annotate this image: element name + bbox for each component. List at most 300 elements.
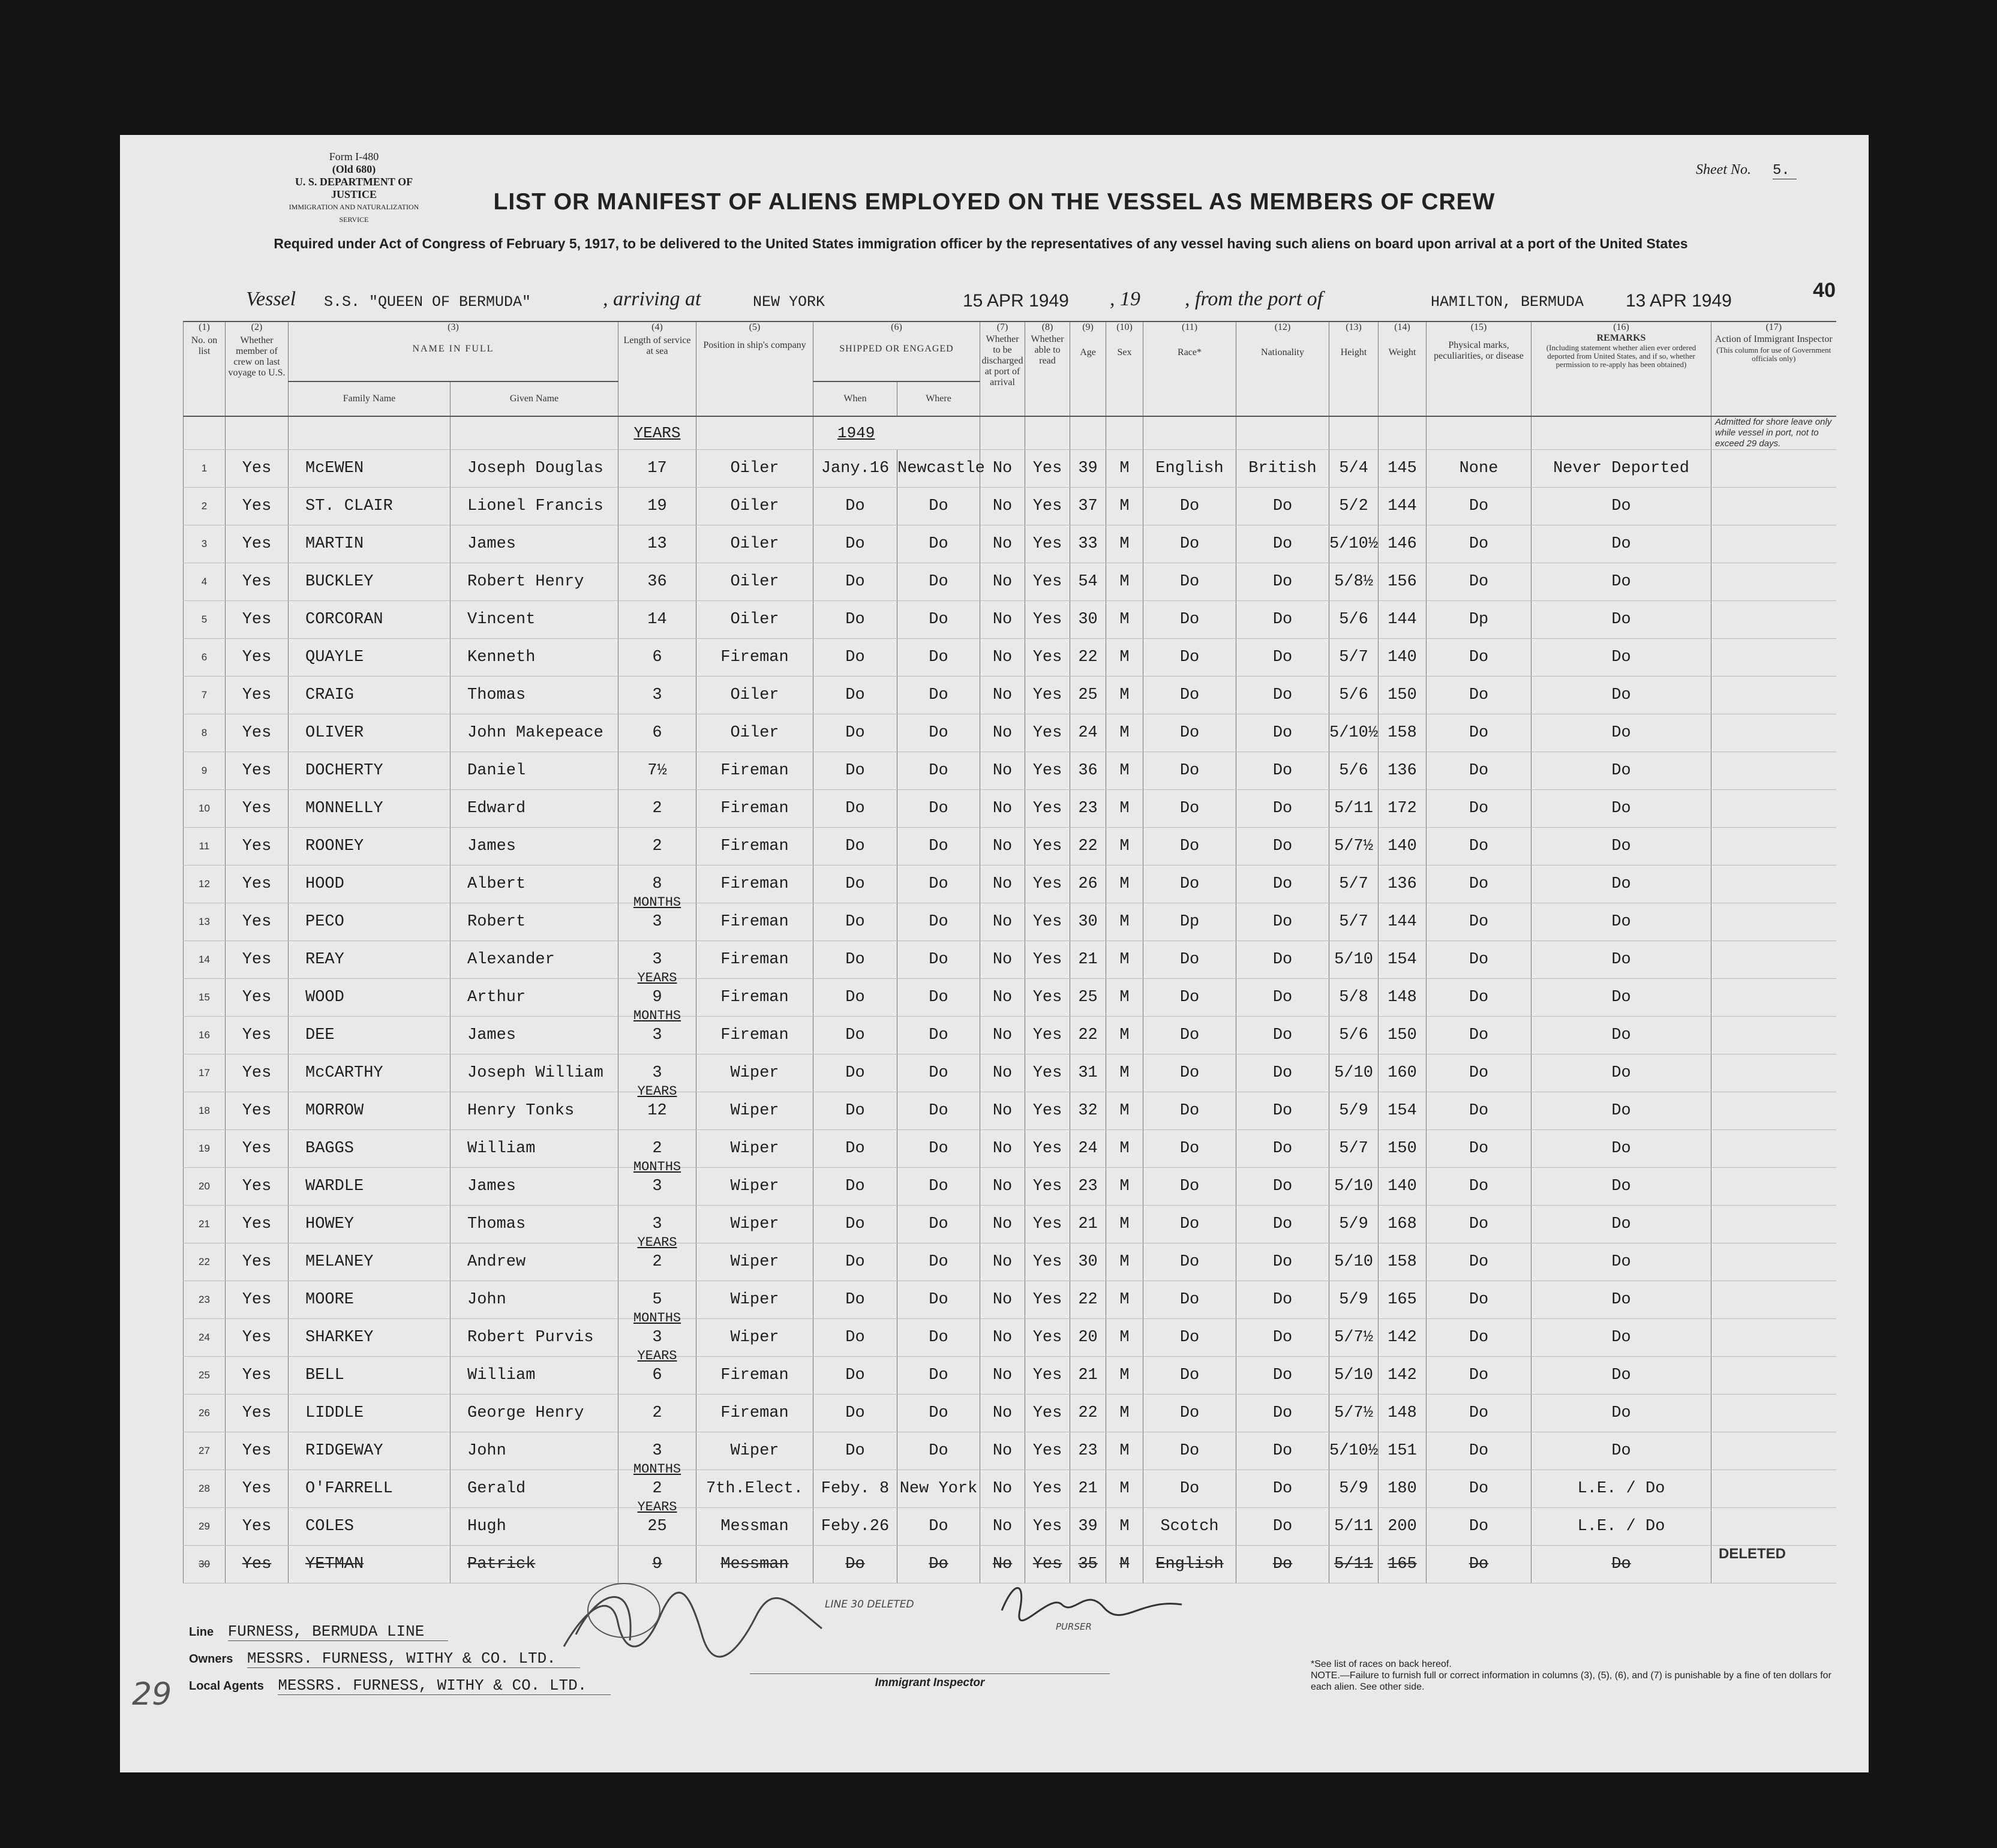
weight: 144 <box>1379 601 1427 639</box>
given-name: James <box>451 525 618 563</box>
nationality: Do <box>1236 714 1329 752</box>
physical-marks: Do <box>1427 1092 1531 1130</box>
nationality: Do <box>1236 790 1329 828</box>
position: Messman <box>696 1508 813 1546</box>
nationality: Do <box>1236 828 1329 866</box>
height: 5/10½ <box>1329 714 1379 752</box>
service-value: 19 <box>647 497 667 515</box>
sex: M <box>1106 1054 1143 1092</box>
physical-marks: Do <box>1427 1319 1531 1357</box>
header-col6: (6) SHIPPED OR ENGAGED <box>813 321 980 381</box>
sex: M <box>1106 1546 1143 1583</box>
remarks: Do <box>1531 639 1711 677</box>
weight: 156 <box>1379 563 1427 601</box>
race: Do <box>1143 1168 1236 1206</box>
previous-voyage: Yes <box>226 1168 289 1206</box>
race: Do <box>1143 1395 1236 1432</box>
nationality: Do <box>1236 525 1329 563</box>
footer-notes <box>1311 1658 1851 1693</box>
shipped-when: Do <box>813 866 897 903</box>
shipped-when: Feby. 8 <box>813 1470 897 1508</box>
race: Do <box>1143 1017 1236 1054</box>
weight: 136 <box>1379 866 1427 903</box>
weight: 158 <box>1379 714 1427 752</box>
height: 5/7½ <box>1329 828 1379 866</box>
shipped-when: Do <box>813 563 897 601</box>
weight: 168 <box>1379 1206 1427 1243</box>
discharged: No <box>980 525 1025 563</box>
header-col5: (5) Position in ship's company <box>696 321 813 416</box>
given-name: James <box>451 1168 618 1206</box>
family-name: YETMAN <box>289 1546 451 1583</box>
previous-voyage: Yes <box>226 1281 289 1319</box>
able-to-read: Yes <box>1025 752 1070 790</box>
row-number: 6 <box>184 639 226 677</box>
discharged: No <box>980 677 1025 714</box>
discharged: No <box>980 1017 1025 1054</box>
given-name: Thomas <box>451 677 618 714</box>
race: Do <box>1143 1432 1236 1470</box>
previous-voyage: Yes <box>226 1092 289 1130</box>
given-name: Robert Henry <box>451 563 618 601</box>
shipped-when: Do <box>813 488 897 525</box>
shipped-when: Jany.16 <box>813 450 897 488</box>
weight: 151 <box>1379 1432 1427 1470</box>
previous-voyage: Yes <box>226 677 289 714</box>
height: 5/7½ <box>1329 1395 1379 1432</box>
line-value: FURNESS, BERMUDA LINE <box>228 1622 449 1641</box>
service-value: 8 <box>652 875 662 893</box>
position: Oiler <box>696 525 813 563</box>
discharged: No <box>980 790 1025 828</box>
weight: 144 <box>1379 488 1427 525</box>
family-name: ST. CLAIR <box>289 488 451 525</box>
given-name: Albert <box>451 866 618 903</box>
inspector-action <box>1711 1281 1836 1319</box>
shipped-when: Do <box>813 1432 897 1470</box>
position: Fireman <box>696 1395 813 1432</box>
discharged: No <box>980 1281 1025 1319</box>
able-to-read: Yes <box>1025 1508 1070 1546</box>
physical-marks: Do <box>1427 866 1531 903</box>
given-name: Thomas <box>451 1206 618 1243</box>
service-length <box>618 563 696 601</box>
discharged: No <box>980 1168 1025 1206</box>
service-unit: YEARS <box>637 970 677 985</box>
inspector-action <box>1711 1508 1836 1546</box>
previous-voyage: Yes <box>226 1206 289 1243</box>
service-length <box>618 1159 696 1206</box>
agents-label: Local Agents <box>189 1679 264 1693</box>
row-number: 21 <box>184 1206 226 1243</box>
family-name: CORCORAN <box>289 601 451 639</box>
height: 5/11 <box>1329 1546 1379 1583</box>
family-name: QUAYLE <box>289 639 451 677</box>
able-to-read: Yes <box>1025 1130 1070 1168</box>
page-number: 40 <box>1813 279 1836 302</box>
age: 54 <box>1070 563 1106 601</box>
given-name: Daniel <box>451 752 618 790</box>
shipped-when: Do <box>813 677 897 714</box>
header-family-name: Family Name <box>289 381 451 416</box>
inspector-action <box>1711 1243 1836 1281</box>
age: 23 <box>1070 1168 1106 1206</box>
shipped-where: Do <box>897 790 980 828</box>
shipped-where: Do <box>897 1357 980 1395</box>
remarks: Do <box>1531 1319 1711 1357</box>
row-number: 28 <box>184 1470 226 1508</box>
service-length <box>618 752 696 790</box>
header-col9: (9) Age <box>1070 321 1106 416</box>
service-value: 2 <box>652 1404 662 1422</box>
inspector-action <box>1711 525 1836 563</box>
shipped-when: Do <box>813 828 897 866</box>
shipped-when: Do <box>813 941 897 979</box>
service-unit: MONTHS <box>633 1159 681 1174</box>
departure-date-stamp: 13 APR 1949 <box>1626 291 1732 311</box>
race: English <box>1143 1546 1236 1583</box>
discharged: No <box>980 601 1025 639</box>
service-name: IMMIGRATION AND NATURALIZATION SERVICE <box>289 203 419 224</box>
position: Fireman <box>696 903 813 941</box>
able-to-read: Yes <box>1025 1092 1070 1130</box>
shipped-where: Do <box>897 1054 980 1092</box>
weight: 172 <box>1379 790 1427 828</box>
physical-marks: Do <box>1427 677 1531 714</box>
weight: 142 <box>1379 1319 1427 1357</box>
discharged: No <box>980 1470 1025 1508</box>
race: Do <box>1143 1092 1236 1130</box>
service-value: 3 <box>652 1442 662 1460</box>
owners-value: MESSRS. FURNESS, WITHY & CO. LTD. <box>247 1649 580 1668</box>
nationality: Do <box>1236 866 1329 903</box>
row-number: 16 <box>184 1017 226 1054</box>
remarks: Do <box>1531 677 1711 714</box>
physical-marks: Do <box>1427 1130 1531 1168</box>
discharged: No <box>980 1092 1025 1130</box>
previous-voyage: Yes <box>226 639 289 677</box>
inspector-action <box>1711 639 1836 677</box>
given-name: Edward <box>451 790 618 828</box>
position: Fireman <box>696 941 813 979</box>
service-length <box>618 488 696 525</box>
page-subtitle: Required under Act of Congress of February 5, 1917, to be delivered to the United States immigration officer by the representatives of any vessel having such aliens on board upon arrival at a port of the United States <box>274 236 1688 251</box>
departure-port: HAMILTON, BERMUDA <box>1431 293 1584 311</box>
service-value: 3 <box>652 1215 662 1233</box>
height: 5/10½ <box>1329 1432 1379 1470</box>
given-name: James <box>451 828 618 866</box>
shipped-where: Do <box>897 979 980 1017</box>
remarks: Do <box>1531 601 1711 639</box>
physical-marks: Do <box>1427 1206 1531 1243</box>
able-to-read: Yes <box>1025 714 1070 752</box>
family-name: McEWEN <box>289 450 451 488</box>
able-to-read: Yes <box>1025 1470 1070 1508</box>
shipped-when: Do <box>813 790 897 828</box>
height: 5/8½ <box>1329 563 1379 601</box>
height: 5/6 <box>1329 601 1379 639</box>
sex: M <box>1106 1092 1143 1130</box>
service-unit: YEARS <box>637 1500 677 1515</box>
remarks: Do <box>1531 525 1711 563</box>
able-to-read: Yes <box>1025 1017 1070 1054</box>
weight: 140 <box>1379 828 1427 866</box>
able-to-read: Yes <box>1025 601 1070 639</box>
physical-marks: Do <box>1427 525 1531 563</box>
position: Fireman <box>696 1357 813 1395</box>
service-value: 6 <box>652 724 662 742</box>
position: 7th.Elect. <box>696 1470 813 1508</box>
service-length <box>618 525 696 563</box>
physical-marks: Do <box>1427 941 1531 979</box>
nationality: Do <box>1236 1432 1329 1470</box>
service-length <box>618 601 696 639</box>
given-name: Joseph William <box>451 1054 618 1092</box>
footer-agents <box>189 1676 611 1694</box>
weight: 144 <box>1379 903 1427 941</box>
shipped-when: Do <box>813 1017 897 1054</box>
family-name: McCARTHY <box>289 1054 451 1092</box>
line-deleted-note: LINE 30 DELETED <box>825 1598 914 1610</box>
table-row <box>184 488 1836 525</box>
header-col17: (17) Action of Immigrant Inspector (This column for use of Government officials only) <box>1711 321 1836 416</box>
sex: M <box>1106 1395 1143 1432</box>
footer-owners <box>189 1649 580 1667</box>
remarks: Do <box>1531 563 1711 601</box>
position: Wiper <box>696 1243 813 1281</box>
family-name: MORROW <box>289 1092 451 1130</box>
physical-marks: Do <box>1427 752 1531 790</box>
able-to-read: Yes <box>1025 1243 1070 1281</box>
footer-line <box>189 1622 448 1640</box>
inspector-action <box>1711 1130 1836 1168</box>
remarks: Do <box>1531 1546 1711 1583</box>
previous-voyage: Yes <box>226 601 289 639</box>
nationality: Do <box>1236 1243 1329 1281</box>
race: English <box>1143 450 1236 488</box>
shipped-when: Do <box>813 601 897 639</box>
position: Wiper <box>696 1092 813 1130</box>
height: 5/11 <box>1329 1508 1379 1546</box>
position: Oiler <box>696 450 813 488</box>
age: 21 <box>1070 1357 1106 1395</box>
table-row <box>184 563 1836 601</box>
shipped-where: Do <box>897 1432 980 1470</box>
sex: M <box>1106 677 1143 714</box>
service-value: 3 <box>652 686 662 704</box>
inspector-action <box>1711 450 1836 488</box>
physical-marks: Do <box>1427 1243 1531 1281</box>
family-name: MARTIN <box>289 525 451 563</box>
age: 24 <box>1070 714 1106 752</box>
sheet-label: Sheet No. <box>1696 162 1751 178</box>
family-name: ROONEY <box>289 828 451 866</box>
table-row <box>184 1508 1836 1546</box>
discharged: No <box>980 1395 1025 1432</box>
family-name: DOCHERTY <box>289 752 451 790</box>
row-number: 8 <box>184 714 226 752</box>
able-to-read: Yes <box>1025 639 1070 677</box>
service-length <box>618 828 696 866</box>
header-col12: (12) Nationality <box>1236 321 1329 416</box>
shipped-where: Do <box>897 941 980 979</box>
inspector-action <box>1711 1357 1836 1395</box>
shipped-where: Do <box>897 601 980 639</box>
family-name: HOOD <box>289 866 451 903</box>
service-length <box>618 895 696 941</box>
sex: M <box>1106 639 1143 677</box>
race: Do <box>1143 828 1236 866</box>
discharged: No <box>980 1546 1025 1583</box>
service-unit: YEARS <box>637 1235 677 1250</box>
inspector-action <box>1711 979 1836 1017</box>
header-col14: (14) Weight <box>1379 321 1427 416</box>
physical-marks: Do <box>1427 1395 1531 1432</box>
nationality: Do <box>1236 1357 1329 1395</box>
race: Do <box>1143 601 1236 639</box>
position: Wiper <box>696 1281 813 1319</box>
purser-signature <box>984 1574 1200 1628</box>
position: Oiler <box>696 677 813 714</box>
sex: M <box>1106 828 1143 866</box>
service-unit-label: YEARS <box>633 423 681 442</box>
inspector-action <box>1711 828 1836 866</box>
family-name: PECO <box>289 903 451 941</box>
nationality: Do <box>1236 1017 1329 1054</box>
service-length <box>618 1500 696 1546</box>
service-value: 3 <box>652 1026 662 1044</box>
position: Oiler <box>696 563 813 601</box>
sheet-number <box>1696 162 1797 179</box>
age: 21 <box>1070 1470 1106 1508</box>
height: 5/10 <box>1329 1168 1379 1206</box>
arriving-label: , arriving at <box>603 288 701 310</box>
shipped-where: Do <box>897 714 980 752</box>
table-row <box>184 1243 1836 1281</box>
age: 22 <box>1070 1017 1106 1054</box>
weight: 160 <box>1379 1054 1427 1092</box>
row-number: 1 <box>184 450 226 488</box>
able-to-read: Yes <box>1025 450 1070 488</box>
service-value: 14 <box>647 611 667 629</box>
header-col16: (16) REMARKS (Including statement whether alien ever ordered deported from United States, and if so, whether permission to re-apply has been obtained) <box>1531 321 1711 416</box>
service-length <box>618 1348 696 1395</box>
discharged: No <box>980 979 1025 1017</box>
header-col11: (11) Race* <box>1143 321 1236 416</box>
shipped-when: Do <box>813 979 897 1017</box>
age: 24 <box>1070 1130 1106 1168</box>
physical-marks: Do <box>1427 563 1531 601</box>
height: 5/10 <box>1329 1054 1379 1092</box>
race: Do <box>1143 525 1236 563</box>
table-row <box>184 790 1836 828</box>
sex: M <box>1106 714 1143 752</box>
shipped-when: Do <box>813 1130 897 1168</box>
header-col4: (4) Length of service at sea <box>618 321 696 416</box>
shipped-when: Feby.26 <box>813 1508 897 1546</box>
header-col3: (3) NAME IN FULL <box>289 321 618 381</box>
shipped-when: Do <box>813 903 897 941</box>
age: 30 <box>1070 601 1106 639</box>
given-name: Robert <box>451 903 618 941</box>
shipped-when: Do <box>813 752 897 790</box>
shipped-where: Do <box>897 488 980 525</box>
discharged: No <box>980 941 1025 979</box>
shipped-where: Do <box>897 1243 980 1281</box>
row-number: 14 <box>184 941 226 979</box>
remarks: Do <box>1531 1206 1711 1243</box>
previous-voyage: Yes <box>226 1508 289 1546</box>
family-name: RIDGEWAY <box>289 1432 451 1470</box>
shipped-year-label: 1949 <box>837 423 875 442</box>
nationality: Do <box>1236 1319 1329 1357</box>
nationality: Do <box>1236 1395 1329 1432</box>
table-row <box>184 752 1836 790</box>
shipped-where: New York <box>897 1470 980 1508</box>
shipped-where: Do <box>897 563 980 601</box>
able-to-read: Yes <box>1025 941 1070 979</box>
previous-voyage: Yes <box>226 1470 289 1508</box>
race: Do <box>1143 1206 1236 1243</box>
weight: 136 <box>1379 752 1427 790</box>
height: 5/7 <box>1329 1130 1379 1168</box>
able-to-read: Yes <box>1025 1281 1070 1319</box>
table-row <box>184 714 1836 752</box>
service-unit: MONTHS <box>633 1008 681 1023</box>
remarks: Do <box>1531 1168 1711 1206</box>
service-length <box>618 1395 696 1432</box>
row-number: 29 <box>184 1508 226 1546</box>
able-to-read: Yes <box>1025 903 1070 941</box>
row-number: 7 <box>184 677 226 714</box>
shipped-when: Do <box>813 525 897 563</box>
service-value: 2 <box>652 837 662 855</box>
shipped-where: Newcastle <box>897 450 980 488</box>
family-name: REAY <box>289 941 451 979</box>
inspector-action <box>1711 1017 1836 1054</box>
sex: M <box>1106 450 1143 488</box>
height: 5/9 <box>1329 1092 1379 1130</box>
height: 5/7½ <box>1329 1319 1379 1357</box>
service-value: 25 <box>647 1518 667 1536</box>
able-to-read: Yes <box>1025 1395 1070 1432</box>
position: Fireman <box>696 866 813 903</box>
height: 5/10½ <box>1329 525 1379 563</box>
table-row <box>184 677 1836 714</box>
given-name: George Henry <box>451 1395 618 1432</box>
physical-marks: Do <box>1427 790 1531 828</box>
given-name: John <box>451 1432 618 1470</box>
shipped-when: Do <box>813 1357 897 1395</box>
shipped-when: Do <box>813 1092 897 1130</box>
height: 5/7 <box>1329 639 1379 677</box>
discharged: No <box>980 1130 1025 1168</box>
discharged: No <box>980 639 1025 677</box>
age: 37 <box>1070 488 1106 525</box>
position: Fireman <box>696 979 813 1017</box>
family-name: MOORE <box>289 1281 451 1319</box>
age: 22 <box>1070 1395 1106 1432</box>
position: Fireman <box>696 752 813 790</box>
sex: M <box>1106 1508 1143 1546</box>
crew-table <box>183 321 1836 1583</box>
shipped-when: Do <box>813 1319 897 1357</box>
service-value: 2 <box>652 1253 662 1271</box>
table-row <box>184 1395 1836 1432</box>
arrival-date-stamp: 15 APR 1949 <box>963 291 1069 311</box>
table-row <box>184 828 1836 866</box>
service-value: 3 <box>652 1177 662 1195</box>
